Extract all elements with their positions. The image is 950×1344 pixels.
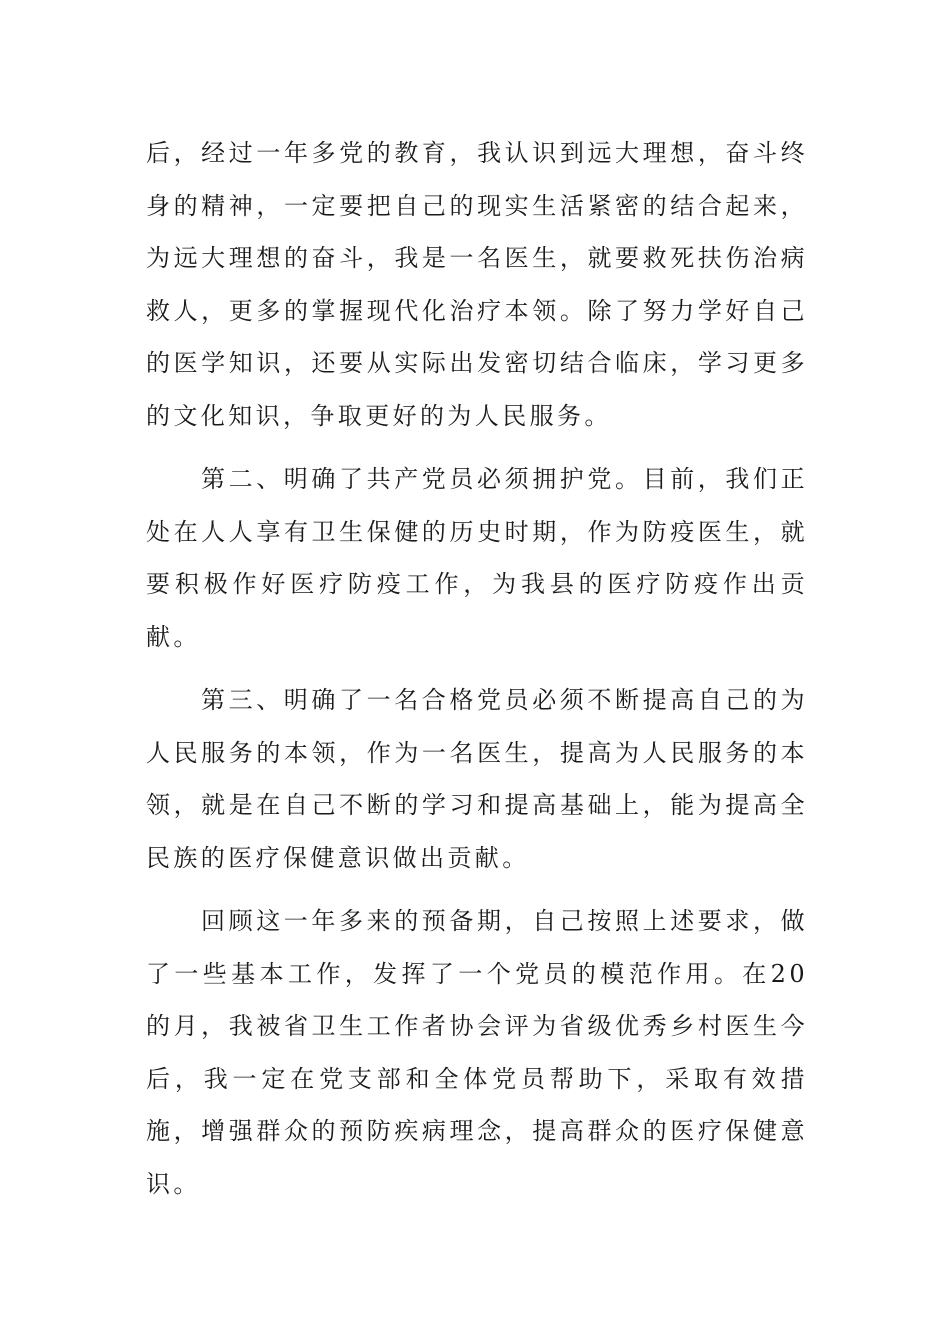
paragraph-3: 第三、明确了一名合格党员必须不断提高自己的为人民服务的本领，作为一名医生，提高为人民服务的本领，就是在自己不断的学习和提高基础上，能为提高全民族的医疗保健意识做出贡献。 — [146, 686, 808, 872]
document-body — [146, 127, 808, 1221]
paragraph-4: 回顾这一年多来的预备期，自己按照上述要求，做了一些基本工作，发挥了一个党员的模范作用。在20的月，我被省卫生工作者协会评为省级优秀乡村医生今后，我一定在党支部和全体党员帮助下，采取有效措施，增强群众的预防疾病理念，提高群众的医疗保健意识。 — [146, 907, 808, 1198]
paragraph-1: 后，经过一年多党的教育，我认识到远大理想，奋斗终身的精神，一定要把自己的现实生活紧密的结合起来，为远大理想的奋斗，我是一名医生，就要救死扶伤治病救人，更多的掌握现代化治疗本领。除了努力学好自己的医学知识，还要从实际出发密切结合临床，学习更多的文化知识，争取更好的为人民服务。 — [146, 139, 808, 430]
paragraph-2: 第二、明确了共产党员必须拥护党。目前，我们正处在人人享有卫生保健的历史时期，作为防疫医生，就要积极作好医疗防疫工作，为我县的医疗防疫作出贡献。 — [146, 465, 808, 651]
